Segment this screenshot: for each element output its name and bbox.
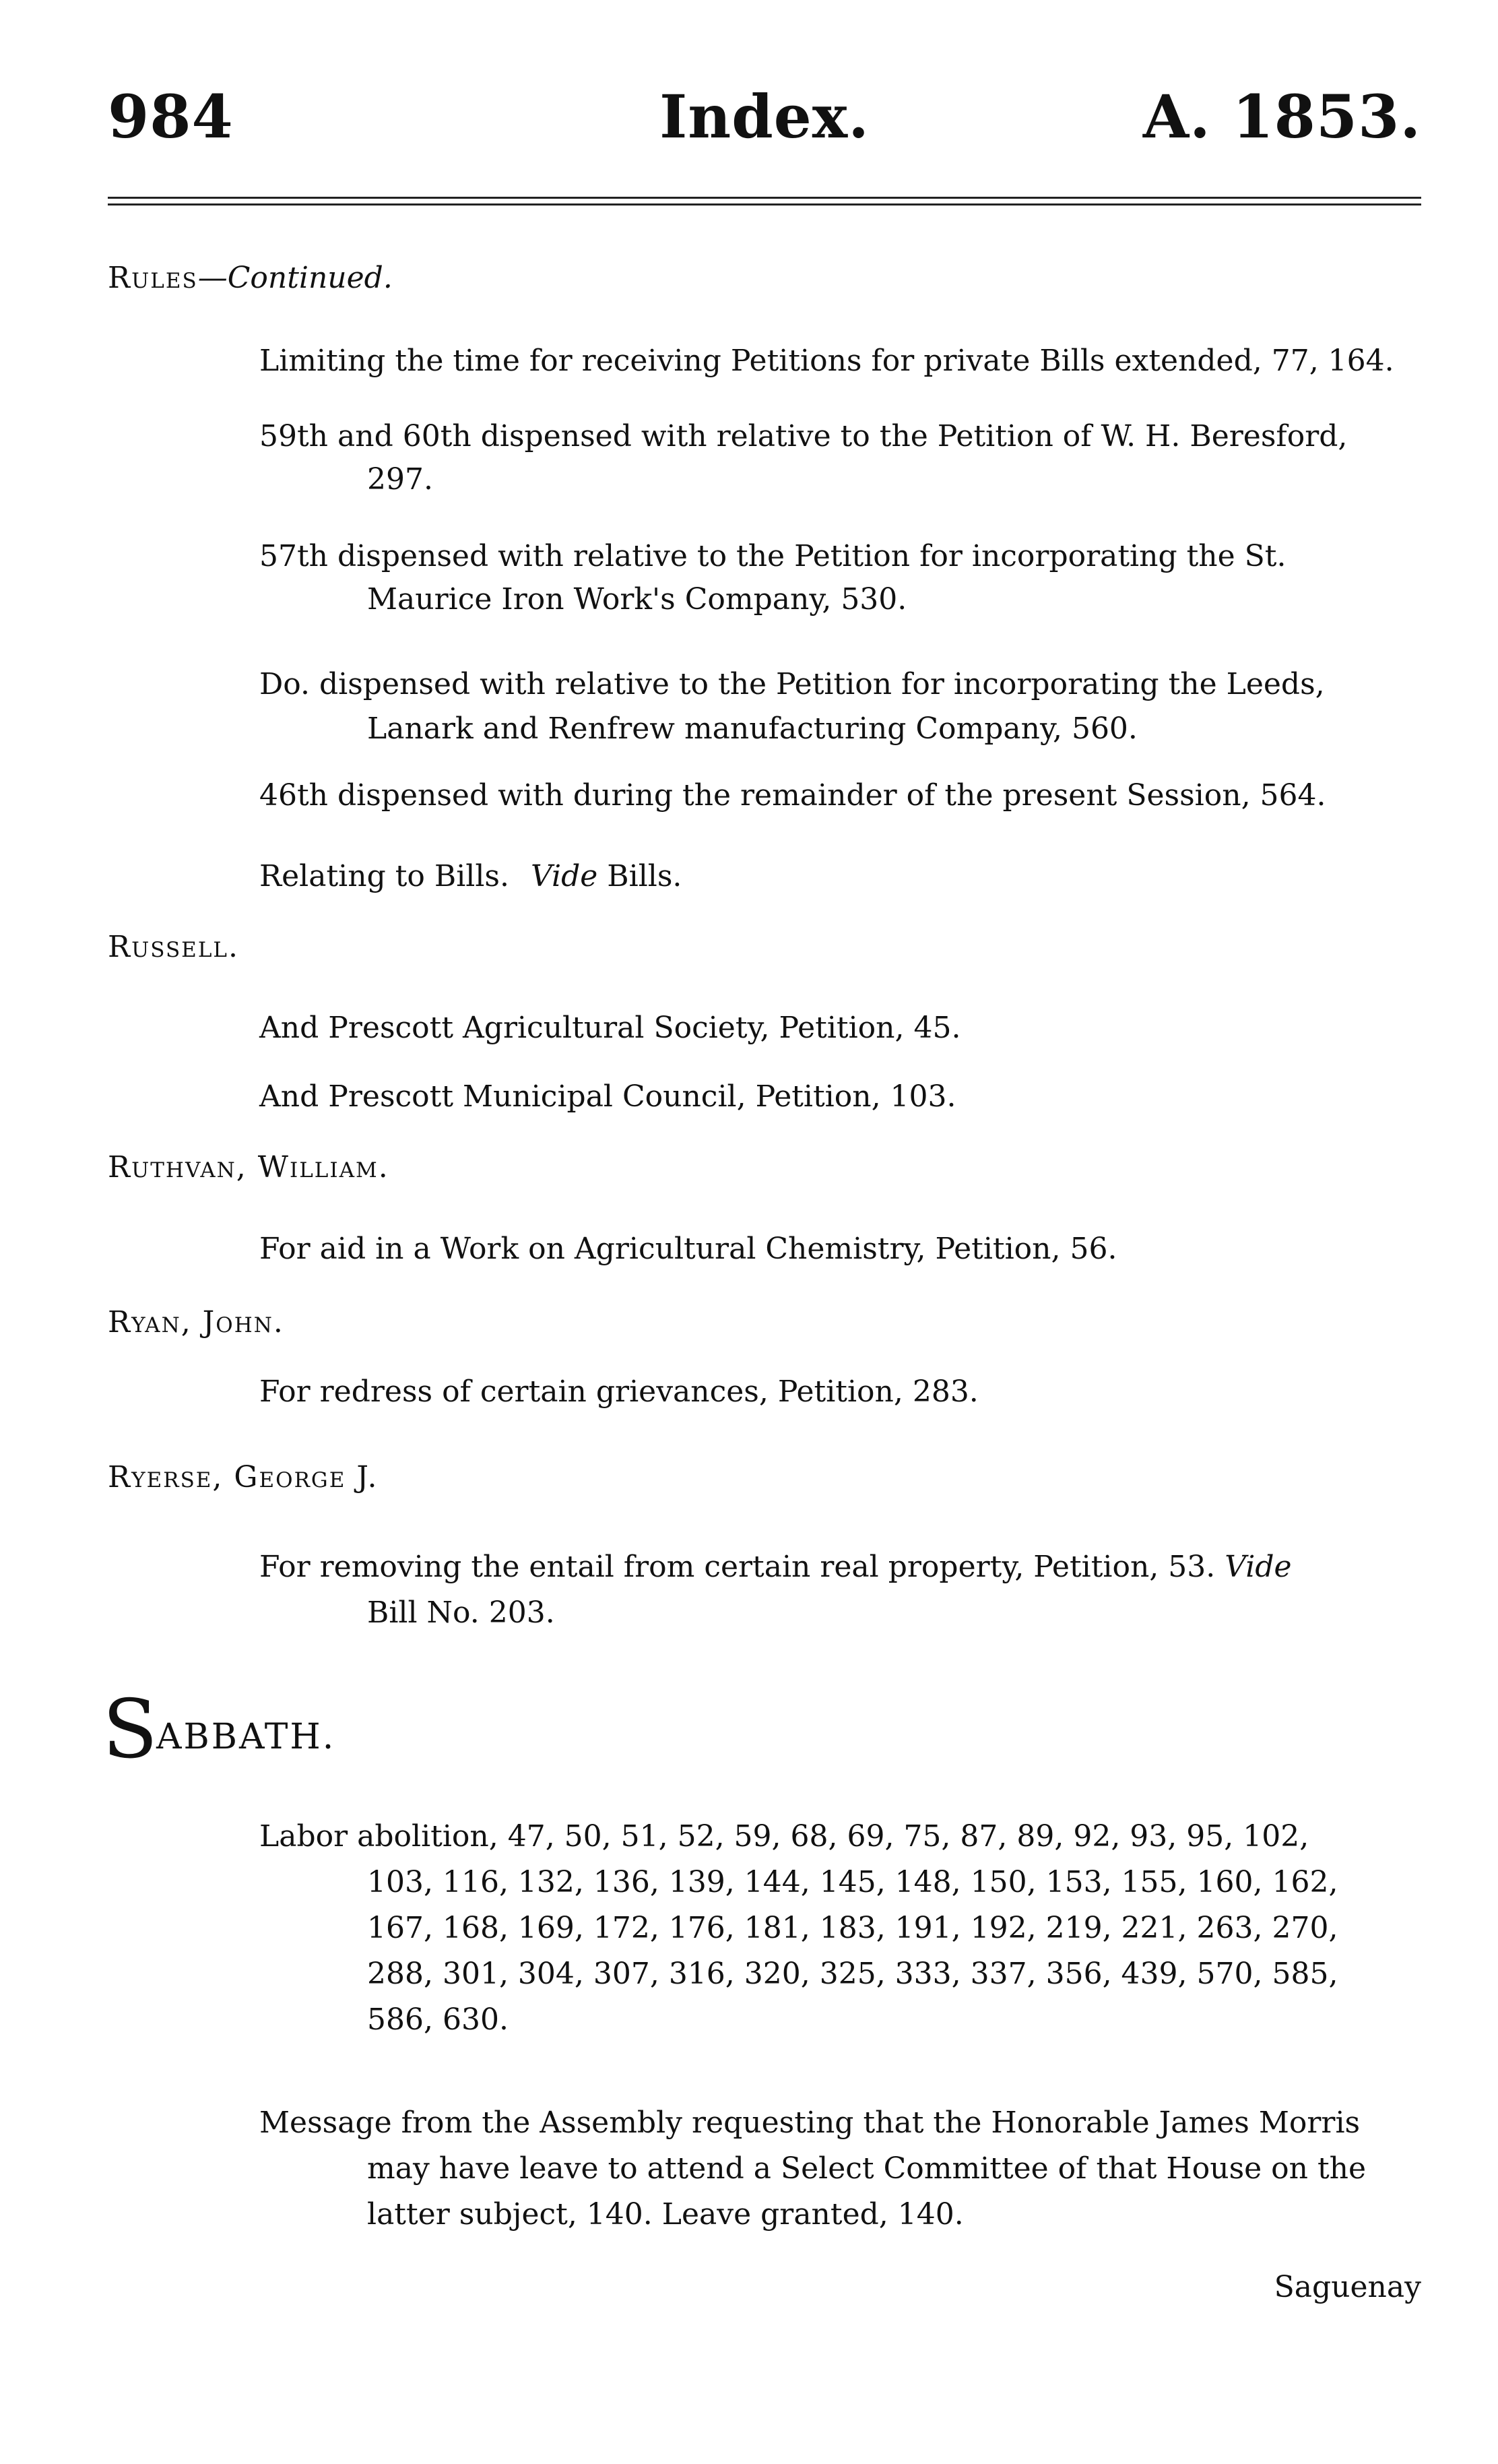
entry-rules-1	[259, 337, 1421, 385]
entry-ryerse-1-line1: For removing the entail from certain real property, Petition, 53.	[259, 1550, 1216, 1584]
entry-rules-2	[259, 412, 1421, 504]
entry-rules-6	[259, 852, 1421, 901]
heading-rules-name: Rules	[108, 261, 198, 295]
entry-rules-4	[259, 660, 1421, 753]
heading-ruthvan: Ruthvan, William.	[108, 1150, 389, 1184]
entry-rules-6-ref: Bills.	[607, 859, 682, 893]
page-title: Index.	[659, 82, 870, 152]
entry-ryerse-1	[259, 1543, 1421, 1637]
heading-rules-continued: —Continued.	[197, 261, 393, 295]
heading-rules	[108, 259, 393, 297]
entry-rules-4-line1: Do. dispensed with relative to the Petition for incorporating the Leeds,	[259, 667, 1325, 701]
entry-russell-1	[259, 1004, 1421, 1052]
entry-rules-5-text: 46th dispensed with during the remainder of the present Session, 564.	[259, 778, 1326, 813]
entry-ryerse-1-vide: Vide	[1225, 1550, 1292, 1584]
heading-sabbath: ABBATH.	[156, 1717, 336, 1757]
entry-sabbath-1-line1: Labor abolition, 47, 50, 51, 52, 59, 68, 69, 75, 87, 89, 92, 93, 95, 102,	[259, 1819, 1309, 1854]
entry-sabbath-2	[259, 2099, 1421, 2239]
entry-russell-1-text: And Prescott Agricultural Society, Petition, 45.	[259, 1011, 961, 1045]
entry-rules-3	[259, 532, 1421, 624]
header-rule-bottom	[108, 203, 1421, 206]
entry-sabbath-1-line3: 167, 168, 169, 172, 176, 181, 183, 191, 192, 219, 221, 263, 270,	[367, 1911, 1338, 1945]
page-number: 984	[108, 82, 234, 152]
sabbath-initial: S	[102, 1683, 158, 1777]
entry-sabbath-2-line3: latter subject, 140. Leave granted, 140.	[367, 2197, 964, 2232]
entry-russell-2	[259, 1073, 1421, 1121]
entry-rules-3-line1: 57th dispensed with relative to the Petition for incorporating the St.	[259, 539, 1287, 573]
entry-sabbath-2-line1: Message from the Assembly requesting that the Honorable James Morris	[259, 2106, 1361, 2140]
entry-rules-6-text: Relating to Bills.	[259, 859, 509, 893]
entry-sabbath-1-line2: 103, 116, 132, 136, 139, 144, 145, 148, 150, 153, 155, 160, 162,	[367, 1865, 1338, 1899]
entry-ryerse-1-line2: Bill No. 203.	[367, 1596, 555, 1630]
header-rule-top	[108, 197, 1421, 199]
entry-rules-5	[259, 771, 1421, 820]
entry-ruthvan-1-text: For aid in a Work on Agricultural Chemistry, Petition, 56.	[259, 1232, 1117, 1266]
heading-ryerse: Ryerse, George J.	[108, 1460, 379, 1494]
page-header	[108, 80, 1421, 154]
entry-sabbath-1-line4: 288, 301, 304, 307, 316, 320, 325, 333, 337, 356, 439, 570, 585,	[367, 1957, 1338, 1991]
entry-sabbath-2-line2: may have leave to attend a Select Committee of that House on the	[367, 2151, 1367, 2186]
catchword: Saguenay	[1274, 2270, 1421, 2304]
entry-rules-2-line1: 59th and 60th dispensed with relative to the Petition of W. H. Beresford,	[259, 419, 1348, 453]
entry-rules-6-vide: Vide	[531, 859, 598, 893]
entry-ryan-1	[259, 1368, 1421, 1416]
entry-ruthvan-1	[259, 1225, 1421, 1273]
entry-russell-2-text: And Prescott Municipal Council, Petition, 103.	[259, 1079, 956, 1114]
entry-rules-3-line2: Maurice Iron Work's Company, 530.	[367, 582, 907, 617]
entry-rules-2-line2: 297.	[367, 462, 433, 497]
heading-russell: Russell.	[108, 930, 239, 964]
entry-ryan-1-text: For redress of certain grievances, Petition, 283.	[259, 1375, 979, 1409]
page-year: A. 1853.	[1142, 82, 1421, 152]
entry-sabbath-1-line5: 586, 630.	[367, 2002, 509, 2037]
entry-rules-4-line2: Lanark and Renfrew manufacturing Company, 560.	[367, 712, 1138, 746]
heading-ryan: Ryan, John.	[108, 1305, 284, 1339]
entry-rules-1-text: Limiting the time for receiving Petitions for private Bills extended, 77, 164.	[259, 344, 1394, 378]
entry-sabbath-1	[259, 1812, 1421, 2044]
